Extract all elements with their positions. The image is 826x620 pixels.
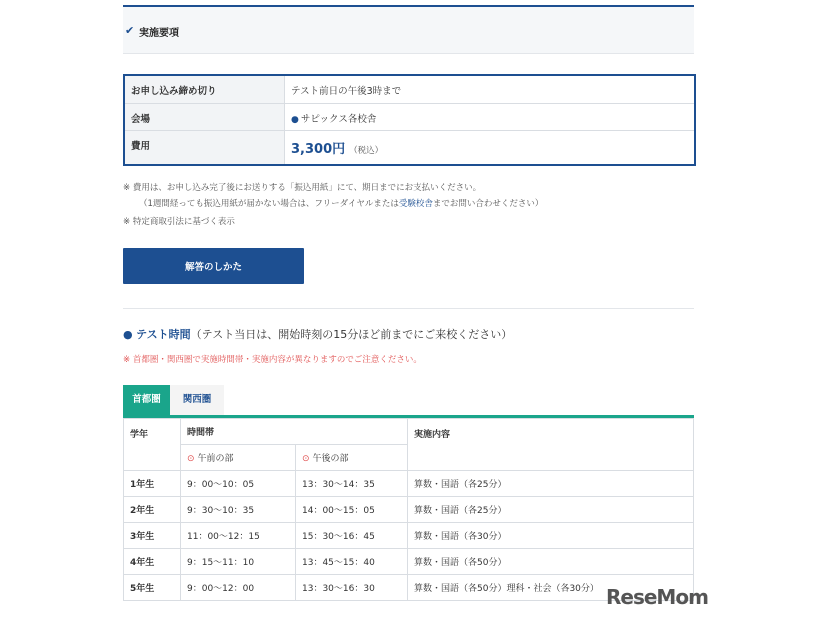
- test-time-title: テスト時間: [136, 328, 191, 341]
- map-pin-icon: ●: [291, 115, 299, 125]
- content-cell: 算数・国語（各50分）理科・社会（各30分）: [408, 575, 694, 601]
- header-pm: [296, 445, 408, 471]
- test-time-heading: [123, 326, 512, 342]
- price-value: 3,300円: [291, 142, 346, 157]
- fee-subnote: [139, 197, 543, 209]
- pm-cell: 13：30〜16：30: [296, 575, 408, 601]
- grade-cell: 1年生: [124, 471, 181, 497]
- table-row: [124, 497, 694, 523]
- bullet-icon: ●: [123, 328, 137, 341]
- clock-icon: ⊙: [302, 454, 310, 464]
- header-grade: 学年: [124, 419, 181, 471]
- info-row-deadline: [125, 76, 694, 104]
- tab-kansai[interactable]: 関西圏: [170, 385, 224, 415]
- am-label: 午前の部: [197, 454, 234, 464]
- info-table: [123, 74, 696, 166]
- test-time-subtitle: （テスト当日は、開始時刻の15分ほど前までにご来校ください）: [190, 328, 513, 341]
- info-row-fee: [125, 131, 694, 164]
- header-time: 時間帯: [181, 419, 408, 445]
- tab-shutoken[interactable]: 首都圏: [123, 385, 170, 415]
- info-label: お申し込み締め切り: [125, 76, 285, 103]
- content-cell: 算数・国語（各25分）: [408, 471, 694, 497]
- info-value: [285, 104, 694, 130]
- grade-cell: 3年生: [124, 523, 181, 549]
- answer-method-button[interactable]: 解答のしかた: [123, 248, 304, 284]
- table-row: [124, 549, 694, 575]
- school-link[interactable]: 受験校舎: [398, 199, 433, 209]
- region-warning: ※ 首都圏・関西圏で実施時間帯・実施内容が異なりますのでご注意ください。: [123, 355, 422, 365]
- divider: [123, 308, 694, 309]
- pm-cell: 14：00〜15：05: [296, 497, 408, 523]
- table-row: [124, 471, 694, 497]
- pm-cell: 13：45〜15：40: [296, 549, 408, 575]
- region-tabs: [123, 385, 224, 415]
- commerce-law-link[interactable]: 特定商取引法に基づく表示: [132, 217, 235, 227]
- content-cell: 算数・国語（各25分）: [408, 497, 694, 523]
- grade-cell: 4年生: [124, 549, 181, 575]
- header-content: 実施内容: [408, 419, 694, 471]
- header-am: [181, 445, 296, 471]
- am-cell: 9：30〜10：35: [181, 497, 296, 523]
- am-cell: 11：00〜12：15: [181, 523, 296, 549]
- law-note-prefix: ※: [123, 217, 133, 227]
- table-row: [124, 523, 694, 549]
- info-label: 会場: [125, 104, 285, 130]
- info-label: 費用: [125, 131, 285, 164]
- venue-value: サピックス各校舎: [300, 114, 377, 125]
- clock-icon: ⊙: [187, 454, 195, 464]
- grade-cell: 5年生: [124, 575, 181, 601]
- content-cell: 算数・国語（各30分）: [408, 523, 694, 549]
- section-header: [123, 7, 694, 54]
- table-header-row: [124, 419, 694, 445]
- info-value: テスト前日の午後3時まで: [291, 86, 402, 97]
- grade-cell: 2年生: [124, 497, 181, 523]
- am-cell: 9：15〜11：10: [181, 549, 296, 575]
- content-cell: 算数・国語（各50分）: [408, 549, 694, 575]
- pm-cell: 13：30〜14：35: [296, 471, 408, 497]
- subnote-text-end: までお問い合わせください）: [432, 199, 544, 209]
- law-note: [123, 215, 235, 227]
- check-icon: ✔: [125, 24, 135, 37]
- info-row-venue: [125, 104, 694, 131]
- schedule-table: [123, 418, 694, 601]
- subnote-text: （1週間経っても振込用紙が届かない場合は、フリーダイヤルまたは: [139, 199, 399, 209]
- pm-label: 午後の部: [312, 454, 349, 464]
- tax-note: （税込）: [349, 146, 384, 156]
- am-cell: 9：00〜10：05: [181, 471, 296, 497]
- resemom-logo: ReseMom: [606, 585, 708, 609]
- am-cell: 9：00〜12：00: [181, 575, 296, 601]
- section-title: 実施要項: [139, 28, 179, 39]
- info-value: [285, 131, 694, 164]
- pm-cell: 15：30〜16：45: [296, 523, 408, 549]
- fee-note: ※ 費用は、お申し込み完了後にお送りする「振込用紙」にて、期日までにお支払いください。: [123, 183, 482, 193]
